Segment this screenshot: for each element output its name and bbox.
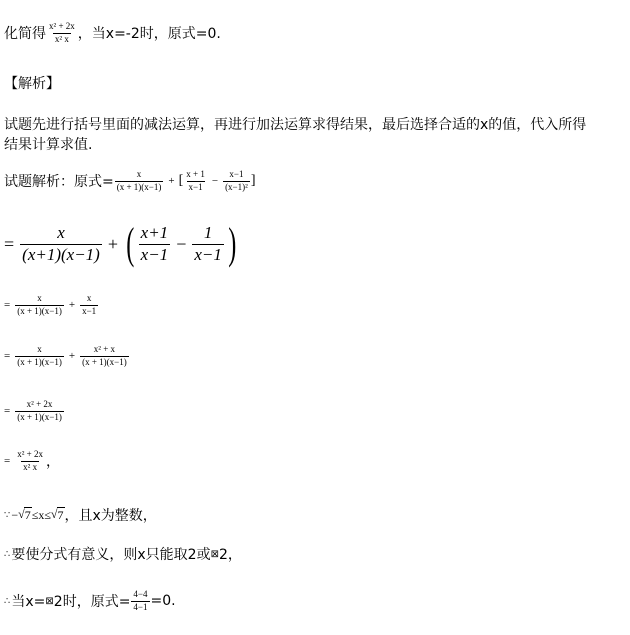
- answer-fraction: [47, 22, 77, 45]
- step1-fraction-3: $\frac{x-1}{\text{(x−1)²}}$: [225, 169, 248, 192]
- step1-fraction-2: $\frac{x + 1}{x-1}$: [186, 169, 205, 192]
- open-paren: (: [126, 219, 135, 268]
- answer-suffix: ，当x=-2时，原式=0.: [77, 26, 221, 43]
- answer-line: [4, 22, 221, 45]
- answer-fraction-den: x² x: [54, 33, 69, 44]
- answer-prefix: 化简得: [4, 26, 46, 43]
- step5-fraction: $\frac{\text{x² + 2x}}{(x + 1)(x-1)}$: [17, 399, 62, 422]
- range-line: ∵ − √ 7 ≤x≤ √ 7 ，且x为整数，: [4, 507, 157, 524]
- step4-fraction-1: $\frac{x}{(x + 1)(x-1)}$: [17, 344, 62, 367]
- solution-step-1: 试题解析：原式= $\frac{x}{(x + 1)(x-1)}$ + [ $\frac{x + 1}{x-1}$ − $\frac{x-1}{\text{(x−1)²}}$ ]: [4, 169, 256, 192]
- final-fraction: $\frac{4-4}{4-1}$: [133, 589, 148, 612]
- step1-fraction-1: $\frac{x}{(x + 1)(x-1)}$: [116, 169, 162, 192]
- final-line: ∴ 当x= ⊠ 2时，原式= $\frac{4-4}{4-1}$ =0.: [4, 589, 176, 612]
- solution-step-3: = $\frac{x}{(x + 1)(x-1)}$ + $\frac{x}{x-1}$: [4, 293, 97, 316]
- sqrt-1: √ 7: [18, 507, 31, 522]
- solution-step-2: = $\frac{x}{(x+1)(x-1)}$ + ( $\frac{x+1}{x-1}$ − $\frac{1}{x-1}$ ): [4, 219, 237, 268]
- step4-fraction-2: $\frac{\text{x² + x}}{(x + 1)(x-1)}$: [82, 344, 127, 367]
- missing-glyph: ⊠: [210, 548, 219, 560]
- solution-step-6: = $\frac{\text{x² + 2x}}{\text{x² x}}$ ，: [4, 449, 60, 472]
- section-title: 【解析】: [4, 76, 60, 92]
- step6-fraction: $\frac{\text{x² + 2x}}{\text{x² x}}$: [17, 449, 43, 472]
- close-paren: ): [228, 219, 237, 268]
- solution-step-4: = $\frac{x}{(x + 1)(x-1)}$ + $\frac{\text{x² + x}}{(x + 1)(x-1)}$: [4, 344, 127, 367]
- sqrt-2: √ 7: [50, 507, 64, 522]
- step2-fraction-3: $\frac{1}{x-1}$: [194, 222, 222, 264]
- explanation-line-1: 试题先进行括号里面的减法运算，再进行加法运算求得结果，最后选择合适的x的值，代入所得: [4, 117, 587, 133]
- step2-fraction-1: $\frac{x}{(x+1)(x-1)}$: [22, 222, 100, 264]
- explanation-line-2: 结果计算求值.: [4, 137, 93, 153]
- missing-glyph-2: ⊠: [45, 595, 54, 607]
- solution-step-5: = $\frac{\text{x² + 2x}}{(x + 1)(x-1)}$: [4, 399, 62, 422]
- because-symbol: ∵: [4, 509, 11, 521]
- solution-label: 试题解析：原式=: [4, 174, 114, 191]
- therefore-symbol-2: ∴: [4, 595, 11, 607]
- therefore-symbol-1: ∴: [4, 548, 11, 560]
- step3-fraction-2: $\frac{x}{x-1}$: [82, 293, 97, 316]
- meaning-line: ∴ 要使分式有意义，则x只能取2或 ⊠ 2，: [4, 547, 242, 563]
- answer-fraction-num: x² + 2x: [49, 21, 75, 31]
- step2-fraction-2: $\frac{x+1}{x-1}$: [140, 222, 169, 264]
- step3-fraction-1: $\frac{x}{(x + 1)(x-1)}$: [17, 293, 62, 316]
